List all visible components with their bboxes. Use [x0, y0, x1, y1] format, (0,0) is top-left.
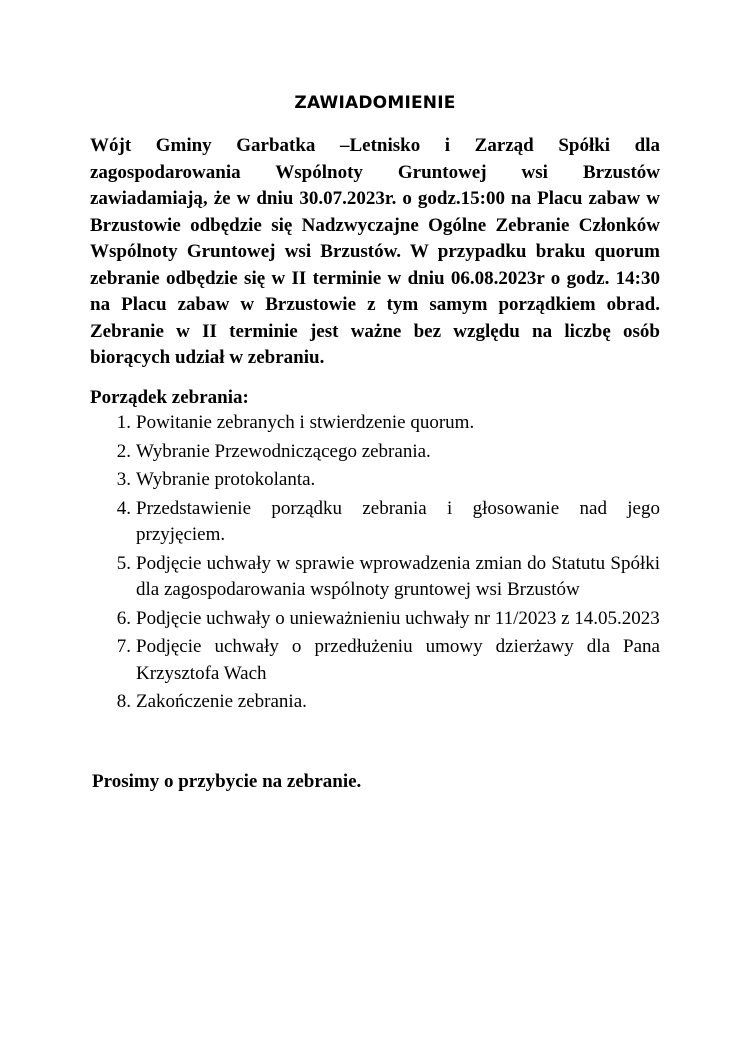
- agenda-item: [90, 496, 660, 549]
- agenda-item-text: Podjęcie uchwały w sprawie wprowadzenia zmian do Statutu Spółki dla zagospodarowania wspólnoty gruntowej wsi Brzustów: [136, 552, 660, 600]
- agenda-item-text: Przedstawienie porządku zebrania i głosowanie nad jego przyjęciem.: [136, 497, 660, 545]
- agenda-item-number: 6.: [116, 607, 131, 629]
- agenda-item-number: 4.: [116, 497, 131, 519]
- agenda-heading: Porządek zebrania:: [90, 387, 249, 408]
- announcement-paragraph: Wójt Gminy Garbatka –Letnisko i Zarząd Spółki dla zagospodarowania Wspólnoty Gruntowej wsi Brzustów zawiadamiają, że w dniu 30.07.2023r. o godz.15:00 na Placu zabaw w Brzustowie odbędzie się Nadzwyczajne Ogólne Zebranie Członków Wspólnoty Gruntowej wsi Brzustów. W przypadku braku quorum zebranie odbędzie się w II terminie w dniu 06.08.2023r o godz. 14:30 na Placu zabaw w Brzustowie z tym samym porządkiem obrad. Zebranie w II terminie jest ważne bez względu na liczbę osób biorących udział w zebraniu.: [90, 135, 660, 368]
- closing-line: Prosimy o przybycie na zebranie.: [92, 771, 362, 792]
- agenda-item-number: 2.: [116, 440, 131, 462]
- agenda-item-number: 7.: [116, 636, 131, 657]
- agenda-item-text: Podjęcie uchwały o unieważnieniu uchwały nr 11/2023 z 14.05.2023: [136, 607, 660, 629]
- agenda-item: [90, 606, 660, 633]
- agenda-item-text: Wybranie protokolanta.: [136, 469, 316, 490]
- agenda-item-number: 5.: [116, 552, 131, 574]
- document-title: ZAWIADOMIENIE: [294, 93, 456, 113]
- agenda-item-number: 8.: [116, 691, 131, 712]
- agenda-item-text: Wybranie Przewodniczącego zebrania.: [136, 440, 431, 462]
- agenda-list: [90, 410, 660, 718]
- agenda-item-text: Podjęcie uchwały o przedłużeniu umowy dzierżawy dla Pana Krzysztofa Wach: [136, 636, 660, 684]
- agenda-item-number: 1.: [116, 412, 131, 433]
- agenda-item-text: Powitanie zebranych i stwierdzenie quorum.: [136, 412, 475, 433]
- agenda-item-text: Zakończenie zebrania.: [136, 691, 307, 712]
- agenda-item: [90, 467, 660, 494]
- agenda-item: [90, 410, 660, 437]
- agenda-item: [90, 439, 660, 466]
- agenda-item: [90, 689, 660, 716]
- agenda-item: [90, 634, 660, 687]
- agenda-item-number: 3.: [116, 469, 131, 490]
- agenda-item: [90, 551, 660, 604]
